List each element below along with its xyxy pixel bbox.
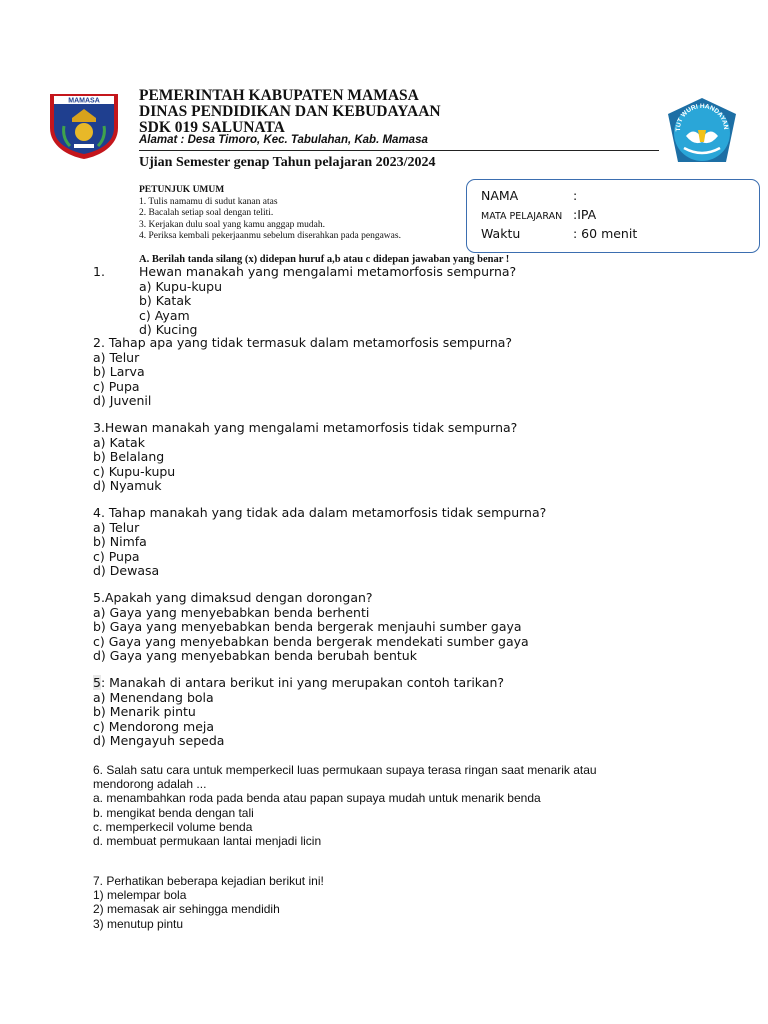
answer-option[interactable]: b. mengikat benda dengan tali bbox=[93, 805, 254, 820]
answer-option[interactable]: b) Nimfa bbox=[93, 534, 147, 549]
question-5b bbox=[93, 676, 504, 749]
department-title: DINAS PENDIDIKAN DAN KEBUDAYAAN bbox=[139, 103, 441, 120]
answer-option[interactable]: a) Kupu-kupu bbox=[139, 278, 223, 294]
question-text bbox=[93, 676, 504, 691]
instruction-item: 1. Tulis namamu di sudut kanan atas bbox=[139, 196, 278, 207]
svg-text:TUT WURI HANDAYANI: TUT WURI HANDAYAN bbox=[674, 102, 730, 132]
tut-wuri-handayani-logo bbox=[664, 96, 740, 168]
question-text: 2. Tahap apa yang tidak termasuk dalam metamorfosis sempurna? bbox=[93, 335, 513, 350]
time-row bbox=[481, 226, 637, 241]
answer-option[interactable]: d) Gaya yang menyebabkan benda berubah bentuk bbox=[93, 648, 417, 663]
answer-option[interactable]: c. memperkecil volume benda bbox=[93, 819, 253, 834]
answer-option[interactable]: a) Telur bbox=[93, 349, 140, 365]
answer-option[interactable]: c) Kupu-kupu bbox=[93, 463, 176, 479]
question-4 bbox=[93, 506, 546, 579]
instruction-item: 2. Bacalah setiap soal dengan teliti. bbox=[139, 208, 274, 218]
answer-option[interactable]: b) Menarik pintu bbox=[93, 704, 196, 719]
instruction-item: 4. Periksa kembali pekerjaanmu sebelum diserahkan pada pengawas. bbox=[139, 231, 401, 241]
subject-row bbox=[481, 207, 596, 222]
answer-option[interactable]: a) Katak bbox=[93, 434, 145, 450]
answer-option[interactable]: a) Telur bbox=[93, 519, 140, 535]
time-value: : 60 menit bbox=[573, 226, 638, 241]
answer-option[interactable]: c) Pupa bbox=[93, 378, 140, 394]
question-text: 3.Hewan manakah yang mengalami metamorfosis tidak sempurna? bbox=[93, 420, 518, 435]
question-text: 7. Perhatikan beberapa kejadian berikut ini! bbox=[93, 874, 324, 888]
instruction-item: 3. Kerjakan dulu soal yang kamu anggap mudah. bbox=[139, 219, 325, 230]
question-text: 4. Tahap manakah yang tidak ada dalam metamorfosis tidak sempurna? bbox=[93, 505, 547, 520]
answer-option[interactable]: a) Menendang bola bbox=[93, 689, 214, 705]
time-label: Waktu bbox=[481, 226, 521, 241]
name-row bbox=[481, 188, 577, 203]
answer-option[interactable]: d) Dewasa bbox=[93, 563, 160, 578]
answer-option[interactable]: c) Pupa bbox=[93, 548, 140, 564]
answer-option[interactable]: a) Gaya yang menyebabkan benda berhenti bbox=[93, 604, 370, 620]
answer-option[interactable]: b) Belalang bbox=[93, 449, 165, 464]
answer-option[interactable]: d) Kucing bbox=[139, 322, 198, 337]
answer-option[interactable]: c) Ayam bbox=[139, 307, 190, 323]
answer-option[interactable]: d) Juvenil bbox=[93, 393, 152, 408]
answer-option[interactable]: d) Nyamuk bbox=[93, 478, 162, 493]
question-number: 1. bbox=[93, 264, 105, 279]
question-text-cont: mendorong adalah ... bbox=[93, 777, 207, 792]
event-item: 2) memasak air sehingga mendidih bbox=[93, 902, 280, 917]
question-text: 6. Salah satu cara untuk memperkecil luas permukaan supaya terasa ringan saat menarik atau bbox=[93, 763, 597, 777]
question-3 bbox=[93, 421, 517, 494]
name-field[interactable]: : bbox=[573, 188, 578, 203]
school-name: SDK 019 SALUNATA bbox=[139, 119, 285, 136]
mamasa-regency-logo bbox=[48, 92, 120, 160]
answer-option[interactable]: b) Katak bbox=[139, 293, 192, 308]
answer-option[interactable]: c) Gaya yang menyebabkan benda bergerak mendekati sumber gaya bbox=[93, 633, 529, 649]
event-item: 3) menutup pintu bbox=[93, 916, 184, 931]
subject-label: MATA PELAJARAN bbox=[481, 211, 563, 222]
instructions-title: PETUNJUK UMUM bbox=[139, 185, 225, 195]
question-1 bbox=[93, 265, 516, 338]
general-instructions bbox=[139, 185, 401, 243]
answer-option[interactable]: a. menambahkan roda pada benda atau papan supaya mudah untuk menarik benda bbox=[93, 791, 541, 806]
answer-option[interactable]: b) Gaya yang menyebabkan benda bergerak menjauhi sumber gaya bbox=[93, 619, 522, 634]
exam-title: Ujian Semester genap Tahun pelajaran 2023/2024 bbox=[139, 155, 436, 170]
answer-option[interactable]: b) Larva bbox=[93, 364, 145, 379]
svg-text:MAMASA: MAMASA bbox=[68, 97, 100, 105]
student-id-box bbox=[466, 179, 760, 253]
question-body: : Manakah di antara berikut ini yang merupakan contoh tarikan? bbox=[100, 675, 505, 690]
question-2 bbox=[93, 336, 512, 409]
question-text: Hewan manakah yang mengalami metamorfosis sempurna? bbox=[139, 264, 517, 279]
question-6 bbox=[93, 763, 597, 848]
subject-value: :IPA bbox=[573, 207, 597, 222]
question-5 bbox=[93, 591, 529, 664]
question-number: 5 bbox=[93, 675, 101, 690]
school-address: Alamat : Desa Timoro, Kec. Tabulahan, Kab. Mamasa bbox=[139, 134, 428, 146]
government-title: PEMERINTAH KABUPATEN MAMASA bbox=[139, 87, 419, 104]
question-7 bbox=[93, 874, 324, 931]
header-divider bbox=[139, 150, 659, 151]
name-label: NAMA bbox=[481, 188, 519, 203]
answer-option[interactable]: c) Mendorong meja bbox=[93, 718, 215, 734]
event-item: 1) melempar bola bbox=[93, 888, 187, 903]
question-text: 5.Apakah yang dimaksud dengan dorongan? bbox=[93, 590, 373, 605]
section-a-instruction: A. Berilah tanda silang (x) didepan huruf a,b atau c didepan jawaban yang benar ! bbox=[139, 254, 510, 265]
answer-option[interactable]: d) Mengayuh sepeda bbox=[93, 733, 225, 748]
answer-option[interactable]: d. membuat permukaan lantai menjadi licin bbox=[93, 834, 322, 849]
